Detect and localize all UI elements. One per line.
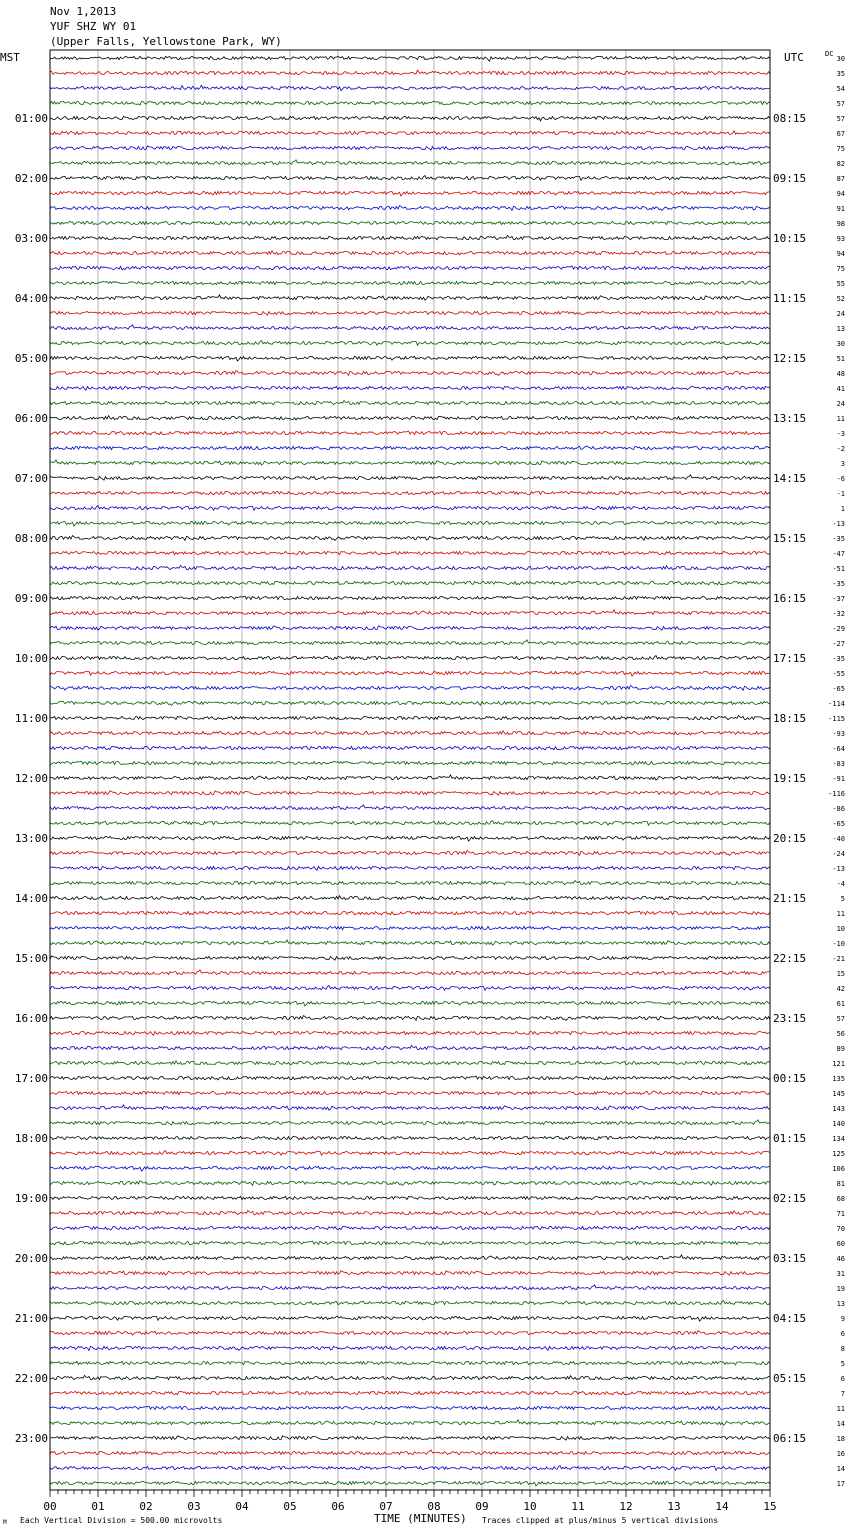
trace-12 [50,221,770,225]
dc-offset-label: -13 [832,865,845,873]
right-hour-label: 11:15 [773,292,807,305]
dc-offset-label: 31 [836,1270,845,1278]
dc-offset-label: 24 [836,310,845,318]
dc-offset-label: 10 [836,925,845,933]
dc-offset-label: 61 [836,1000,845,1008]
vertical-gridlines [98,50,722,1490]
left-hour-label: 21:00 [14,1312,48,1325]
trace-79 [50,1226,770,1230]
left-hour-label: 20:00 [14,1252,48,1265]
dc-offset-label: 30 [836,55,845,63]
trace-93 [50,1436,770,1440]
dc-offset-label: 11 [836,1405,845,1413]
trace-41 [50,656,770,660]
dc-offset-label: 135 [832,1075,845,1083]
trace-63 [50,986,770,991]
vertical-scale-note: Each Vertical Division = 500.00 microvolts [20,1516,223,1525]
right-hour-label: 14:15 [773,472,807,485]
trace-3 [50,85,770,90]
right-hour-label: 19:15 [773,772,807,785]
right-hour-label: 22:15 [773,952,807,965]
dc-offset-label: 125 [832,1150,845,1158]
trace-62 [50,970,770,975]
trace-91 [50,1406,770,1410]
dc-offset-label: 48 [836,370,845,378]
dc-offset-label: 98 [836,220,845,228]
dc-offset-label: -37 [832,595,845,603]
trace-59 [50,926,770,929]
trace-55 [50,866,770,870]
trace-58 [50,911,770,915]
right-axis-title: UTC [784,51,804,64]
dc-offset-label: 13 [836,325,845,333]
right-hour-label: 12:15 [773,352,807,365]
dc-offset-label: 41 [836,385,845,393]
dc-offset-label: 60 [836,1240,845,1248]
trace-42 [50,671,770,676]
trace-13 [50,235,770,239]
trace-36 [50,581,770,585]
dc-offset-label: -114 [828,700,845,708]
trace-67 [50,1045,770,1049]
trace-7 [50,146,770,150]
trace-65 [50,1016,770,1021]
dc-offset-label: 75 [836,145,845,153]
dc-offset-label: 9 [840,1315,845,1323]
dc-offset-label: 1 [840,505,845,513]
x-tick-label: 14 [715,1500,729,1513]
dc-offset-label: 93 [836,235,845,243]
x-tick-label: 06 [331,1500,345,1513]
right-hour-label: 09:15 [773,172,807,185]
dc-offset-label: 8 [840,1345,845,1353]
trace-87 [50,1346,770,1350]
left-hour-label: 04:00 [14,292,48,305]
trace-49 [50,775,770,780]
trace-5 [50,116,770,121]
dc-offset-label: 46 [836,1255,845,1263]
dc-offset-label: 143 [832,1105,845,1113]
trace-54 [50,851,770,856]
dc-offset-label: 57 [836,100,845,108]
left-hour-label: 10:00 [14,652,48,665]
trace-53 [50,836,770,841]
right-hour-label: 01:15 [773,1132,807,1145]
right-hour-label: 18:15 [773,712,807,725]
trace-38 [50,610,770,615]
trace-95 [50,1466,770,1471]
dc-offset-label: 15 [836,970,845,978]
dc-offset-label: 54 [836,85,845,93]
trace-47 [50,746,770,750]
trace-21 [50,356,770,361]
dc-offset-label: -40 [832,835,845,843]
dc-offset-label: -29 [832,625,845,633]
dc-offset-label: 51 [836,355,845,363]
dc-offset-label: -116 [828,790,845,798]
dc-offset-label: -64 [832,745,845,753]
x-tick-label: 00 [43,1500,57,1513]
dc-offset-label: 91 [836,205,845,213]
left-hour-label: 06:00 [14,412,48,425]
dc-offset-label: 57 [836,115,845,123]
trace-51 [50,805,770,810]
dc-offset-label: -21 [832,955,845,963]
dc-offset-label: -24 [832,850,845,858]
dc-offset-label: 11 [836,910,845,918]
trace-78 [50,1210,770,1214]
dc-offset-label: 75 [836,265,845,273]
x-axis-label: TIME (MINUTES) [374,1512,467,1525]
right-hour-label: 10:15 [773,232,807,245]
left-hour-label: 16:00 [14,1012,48,1025]
left-hour-label: 14:00 [14,892,48,905]
dc-offset-label: -13 [832,520,845,528]
trace-26 [50,431,770,435]
dc-offset-label: -3 [836,430,845,438]
trace-76 [50,1181,770,1186]
dc-offset-label: 87 [836,175,845,183]
trace-46 [50,731,770,735]
dc-offset-label: 35 [836,70,845,78]
dc-offset-label: 24 [836,400,845,408]
header-location: (Upper Falls, Yellowstone Park, WY) [50,35,282,48]
header-station: YUF SHZ WY 01 [50,20,137,33]
left-hour-label: 18:00 [14,1132,48,1145]
trace-56 [50,880,770,884]
x-tick-label: 03 [187,1500,201,1513]
right-hour-label: 13:15 [773,412,807,425]
dc-offset-label: -55 [832,670,845,678]
trace-40 [50,640,770,645]
dc-offset-label: -6 [836,475,845,483]
trace-30 [50,491,770,494]
dc-offset-label: 70 [836,1225,845,1233]
dc-offset-label: 11 [836,415,845,423]
trace-69 [50,1076,770,1080]
trace-19 [50,325,770,330]
trace-89 [50,1375,770,1380]
right-hour-label: 17:15 [773,652,807,665]
trace-1 [50,56,770,61]
trace-35 [50,565,770,569]
trace-31 [50,506,770,511]
trace-57 [50,896,770,900]
dc-offset-label: 89 [836,1045,845,1053]
dc-offset-label: 19 [836,1285,845,1293]
trace-4 [50,101,770,105]
dc-offset-label: 18 [836,1435,845,1443]
right-hour-label: 16:15 [773,592,807,605]
trace-80 [50,1241,770,1245]
trace-39 [50,626,770,630]
trace-32 [50,521,770,526]
trace-83 [50,1285,770,1290]
trace-18 [50,311,770,315]
dc-offset-label: 82 [836,160,845,168]
x-tick-label: 08 [427,1500,441,1513]
trace-81 [50,1255,770,1260]
dc-offset-label: 68 [836,1195,845,1203]
dc-offset-label: 14 [836,1420,845,1428]
dc-offset-label: -35 [832,655,845,663]
right-hour-label: 03:15 [773,1252,807,1265]
dc-offset-label: 13 [836,1300,845,1308]
x-tick-label: 04 [235,1500,249,1513]
trace-48 [50,761,770,765]
left-hour-label: 02:00 [14,172,48,185]
trace-15 [50,266,770,270]
trace-64 [50,1001,770,1006]
minute-ticks [50,1490,770,1497]
trace-50 [50,791,770,795]
trace-77 [50,1196,770,1199]
trace-20 [50,341,770,346]
trace-2 [50,70,770,75]
dc-offset-label: 16 [836,1450,845,1458]
dc-offset-label: -2 [836,445,845,453]
trace-52 [50,821,770,826]
x-tick-label: 15 [763,1500,777,1513]
trace-34 [50,551,770,554]
trace-14 [50,251,770,255]
left-hour-label: 03:00 [14,232,48,245]
trace-66 [50,1031,770,1035]
x-tick-label: 11 [571,1500,585,1513]
trace-44 [50,701,770,705]
trace-74 [50,1151,770,1156]
x-tick-label: 13 [667,1500,681,1513]
dc-offset-label: -35 [832,580,845,588]
dc-offset-label: 30 [836,340,845,348]
dc-offset-label: 5 [840,1360,845,1368]
trace-45 [50,715,770,719]
dc-offset-label: 81 [836,1180,845,1188]
trace-73 [50,1136,770,1139]
dc-offset-label: 6 [840,1375,845,1383]
dc-offset-label: 94 [836,250,845,258]
x-tick-label: 07 [379,1500,393,1513]
right-hour-label: 05:15 [773,1372,807,1385]
dc-offset-label: 56 [836,1030,845,1038]
left-hour-label: 09:00 [14,592,48,605]
dc-offset-label: 14 [836,1465,845,1473]
seismic-traces [50,56,770,1486]
left-hour-label: 05:00 [14,352,48,365]
trace-24 [50,400,770,404]
dc-offset-label: 57 [836,1015,845,1023]
trace-70 [50,1091,770,1095]
right-hour-label: 04:15 [773,1312,807,1325]
trace-27 [50,446,770,450]
right-hour-label: 23:15 [773,1012,807,1025]
dc-offset-label: -27 [832,640,845,648]
trace-16 [50,281,770,285]
dc-offset-label: 71 [836,1210,845,1218]
trace-61 [50,956,770,960]
dc-offset-label: -10 [832,940,845,948]
x-tick-label: 12 [619,1500,633,1513]
dc-offset-label: -83 [832,760,845,768]
header-date: Nov 1,2013 [50,5,117,18]
dc-offset-label: -1 [836,490,845,498]
left-hour-label: 13:00 [14,832,48,845]
dc-offset-label: 42 [836,985,845,993]
dc-offset-label: 140 [832,1120,845,1128]
trace-37 [50,596,770,600]
left-hour-label: 17:00 [14,1072,48,1085]
dc-offset-label: 145 [832,1090,845,1098]
trace-68 [50,1061,770,1065]
dc-offset-label: -32 [832,610,845,618]
left-hour-label: 11:00 [14,712,48,725]
right-hour-label: 15:15 [773,532,807,545]
x-tick-label: 01 [91,1500,105,1513]
dc-label: DC [825,50,834,58]
x-tick-label: 02 [139,1500,153,1513]
right-hour-label: 21:15 [773,892,807,905]
dc-offset-label: -35 [832,535,845,543]
trace-25 [50,416,770,420]
left-hour-label: 01:00 [14,112,48,125]
dc-offset-label: -115 [828,715,845,723]
dc-offset-label: -91 [832,775,845,783]
dc-offset-label: 106 [832,1165,845,1173]
trace-96 [50,1481,770,1486]
trace-72 [50,1120,770,1125]
x-tick-label: 09 [475,1500,489,1513]
trace-6 [50,131,770,135]
trace-9 [50,176,770,181]
trace-10 [50,191,770,196]
dc-offset-label: 52 [836,295,845,303]
dc-offset-label: -51 [832,565,845,573]
trace-29 [50,475,770,480]
clip-note: Traces clipped at plus/minus 5 vertical divisions [482,1516,719,1525]
dc-offset-label: -86 [832,805,845,813]
right-hour-label: 02:15 [773,1192,807,1205]
left-axis-title: MST [0,51,20,64]
dc-offset-label: 121 [832,1060,845,1068]
trace-17 [50,295,770,300]
dc-offset-label: 94 [836,190,845,198]
trace-71 [50,1105,770,1110]
left-hour-label: 12:00 [14,772,48,785]
trace-28 [50,460,770,465]
left-hour-label: 08:00 [14,532,48,545]
trace-43 [50,686,770,691]
dc-offset-label: 17 [836,1480,845,1488]
dc-offset-label: 134 [832,1135,845,1143]
dc-offset-label: 7 [840,1390,845,1398]
trace-33 [50,536,770,541]
right-hour-label: 08:15 [773,112,807,125]
trace-22 [50,371,770,376]
left-hour-label: 07:00 [14,472,48,485]
trace-84 [50,1301,770,1305]
dc-offset-label: -47 [832,550,845,558]
footer-mark: M [3,1519,7,1526]
dc-offset-label: 55 [836,280,845,288]
dc-offset-label: 6 [840,1330,845,1338]
left-hour-label: 19:00 [14,1192,48,1205]
dc-offset-label: -65 [832,685,845,693]
right-hour-label: 06:15 [773,1432,807,1445]
left-hour-label: 15:00 [14,952,48,965]
dc-offset-label: -4 [836,880,845,888]
dc-offset-label: 3 [840,460,845,468]
left-hour-label: 22:00 [14,1372,48,1385]
x-tick-label: 10 [523,1500,537,1513]
dc-offset-label: 5 [840,895,845,903]
x-tick-label: 05 [283,1500,297,1513]
trace-90 [50,1391,770,1395]
trace-85 [50,1316,770,1321]
right-hour-label: 20:15 [773,832,807,845]
trace-60 [50,940,770,945]
trace-88 [50,1361,770,1364]
trace-23 [50,386,770,390]
trace-75 [50,1166,770,1171]
dc-offset-label: -93 [832,730,845,738]
trace-11 [50,206,770,211]
trace-8 [50,160,770,165]
trace-94 [50,1450,770,1455]
trace-92 [50,1420,770,1425]
left-hour-label: 23:00 [14,1432,48,1445]
dc-offset-label: 67 [836,130,845,138]
dc-offset-label: -65 [832,820,845,828]
right-hour-label: 00:15 [773,1072,807,1085]
trace-82 [50,1271,770,1275]
trace-86 [50,1331,770,1336]
